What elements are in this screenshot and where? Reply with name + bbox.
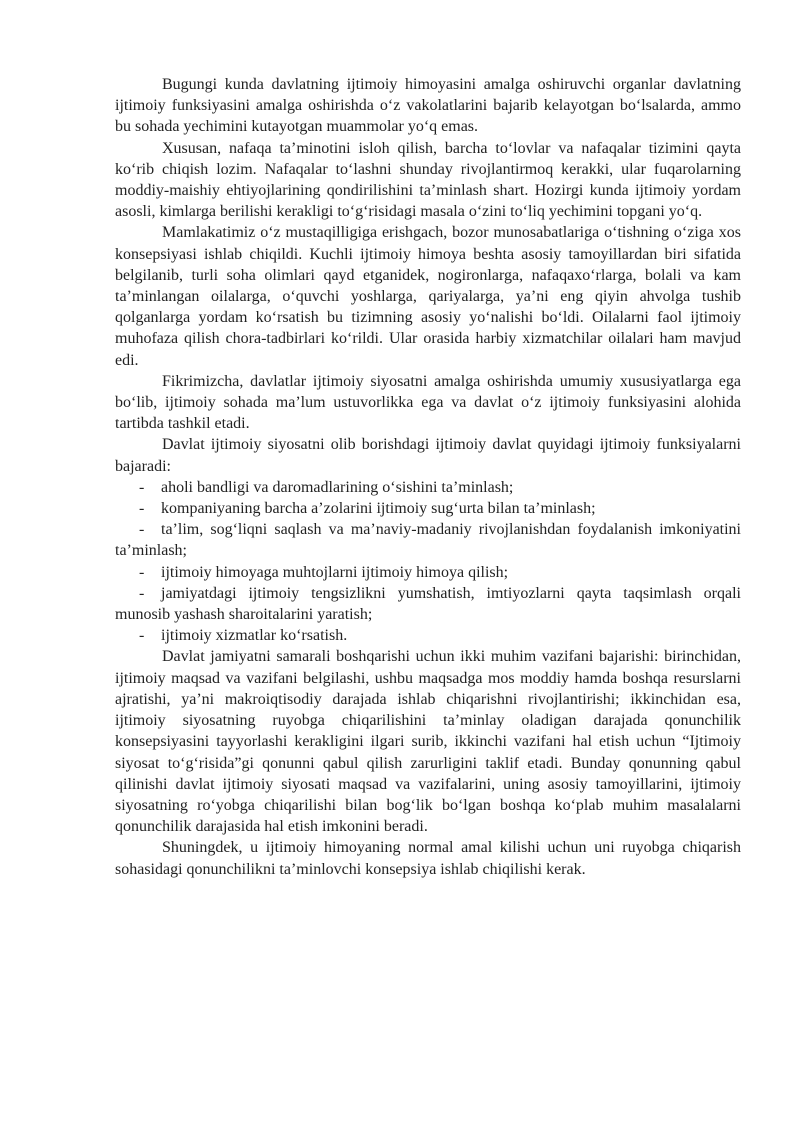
list-dash: - [139,478,145,496]
paragraph: Xususan, nafaqa ta’minotini isloh qilish, barcha to‘lovlar va nafaqalar tizimini qayta ko‘rib chiqish lozim. Nafaqalar to‘lashni shunday rivojlantirmoq kerakki, ular fuqarolarning moddiy-maishiy ehtiyojlarining qondirilishini ta’minlash shart. Hozirgi kunda ijtimoiy yordam asosli, kimlarga berilishi kerakligi to‘g‘risidagi masala o‘zini to‘liq yechimini topgani yo‘q. [115,139,741,221]
list-dash: - [139,563,145,581]
paragraph: Davlat ijtimoiy siyosatni olib borishdagi ijtimoiy davlat quyidagi ijtimoiy funksiyalarni bajaradi: [115,436,741,475]
list-item [115,562,741,583]
list-item [115,625,741,646]
list-dash: - [139,584,145,602]
list-item-text: ijtimoiy xizmatlar ko‘rsatish. [161,627,348,645]
list-item-text: ta’lim, sog‘liqni saqlash va ma’naviy-madaniy rivojlanishdan foydalanish imkoniyatini ta’minlash; [115,521,741,560]
list-item-text: kompaniyaning barcha a’zolarini ijtimoiy sug‘urta bilan ta’minlash; [161,500,596,518]
document-page [115,74,741,880]
paragraph: Fikrimizcha, davlatlar ijtimoiy siyosatni amalga oshirishda umumiy xususiyatlarga ega bo‘lib, ijtimoiy sohada ma’lum ustuvorlikka ega va davlat o‘z ijtimoiy funksiyasini alohida tartibda tashkil etadi. [115,372,741,433]
list-dash: - [139,500,145,518]
paragraph: Davlat jamiyatni samarali boshqarishi uchun ikki muhim vazifani bajarishi: birinchidan, ijtimoiy maqsad va vazifani belgilashi, ushbu maqsadga mos moddiy hamda boshqa resurslarni ajratishi, ya’ni makroiqtisodiy darajada ishlab chiqarishni rivojlantirishi; ikkinchidan esa, ijtimoiy siyosatning ruyobga chiqarilishini ta’minlay oladigan darajada qonunchilik konsepsiyasini tayyorlashi kerakligini ilgari surib, ikkinchi vazifani hal etish uchun “Ijtimoiy siyosat to‘g‘risida”gi qonunni qabul qilish zarurligini taklif etadi. Bunday qonunning qabul qilinishi davlat ijtimoiy siyosati maqsad va vazifalarini, uning asosiy tamoyillarini, ijtimoiy siyosatning ro‘yobga chiqarilishi bilan bog‘lik bo‘lgan boshqa ko‘plab muhim masalalarni qonunchilik darajasida hal etish imkonini beradi. [115,648,741,836]
list-dash: - [139,521,145,539]
list-dash: - [139,627,145,645]
function-list [115,477,741,647]
paragraph: Mamlakatimiz o‘z mustaqilligiga erishgach, bozor munosabatlariga o‘tishning o‘ziga xos konsepsiyasi ishlab chiqildi. Kuchli ijtimoiy himoya beshta asosiy tamoyillardan biri sifatida belgilanib, turli soha olimlari qayd etganidek, nogironlarga, nafaqaxo‘rlarga, bolali va kam ta’minlangan oilalarga, o‘quvchi yoshlarga, qariyalarga, ya’ni eng qiyin ahvolga tushib qolganlarga yordam ko‘rsatish bu tizimning asosiy yo‘nalishi bo‘ldi. Oilalarni faol ijtimoiy muhofaza qilish chora-tadbirlari ko‘rildi. Ular orasida harbiy xizmatchilar oilalari ham mavjud edi. [115,224,741,369]
list-item [115,519,741,561]
paragraph: Shuningdek, u ijtimoiy himoyaning normal amal kilishi uchun uni ruyobga chiqarish sohasidagi qonunchilikni ta’minlovchi konsepsiya ishlab chiqilishi kerak. [115,839,741,878]
list-item [115,498,741,519]
list-item [115,583,741,625]
list-item-text: ijtimoiy himoyaga muhtojlarni ijtimoiy himoya qilish; [161,563,509,581]
list-item [115,477,741,498]
list-item-text: jamiyatdagi ijtimoiy tengsizlikni yumshatish, imtiyozlarni qayta taqsimlash orqali munosib yashash sharoitalarini yaratish; [115,584,741,624]
list-item-text: aholi bandligi va daromadlarining o‘sishini ta’minlash; [161,478,514,496]
paragraph: Bugungi kunda davlatning ijtimoiy himoyasini amalga oshiruvchi organlar davlatning ijtimoiy funksiyasini amalga oshirishda o‘z vakolatlarini bajarib kelayotgan bo‘lsalarda, ammo bu sohada yechimini kutayotgan muammolar yo‘q emas. [115,76,741,136]
